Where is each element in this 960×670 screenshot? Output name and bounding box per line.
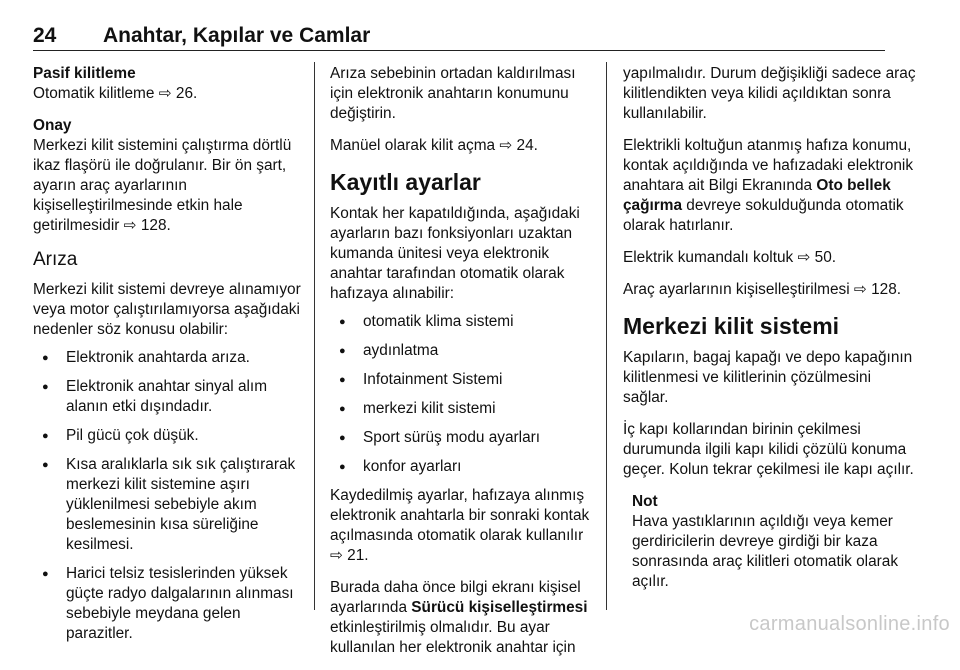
column-divider [606,62,607,610]
not-text: Hava yastıklarının açıldığı veya kemer gerdiricilerin devreye girdiği bir kaza sonrasında araç kilitleri otomatik olarak açılır. [632,513,899,590]
burada-pre: Burada daha önce bilgi ekranı kişisel ayarlarında [330,579,581,616]
ariza-text: Merkezi kilit sistemi devreye alınamıyor veya motor çalıştırılamıyorsa aşağıdaki nedenler söz konusu olabilir: [33,281,301,338]
kayitli-text: Kontak her kapatıldığında, aşağıdaki ayarların bazı fonksiyonları uzaktan kumanda ünitesi veya elektronik anahtar tarafından otomatik olarak hafızaya alınabilir: [330,205,580,302]
list-item: ● Elektronik anahtar sinyal alım alanın etki dışındadır. [33,377,303,417]
list-item: ● Kısa aralıklarla sık sık çalıştırarak merkezi kilit sistemine aşırı yüklenilmesi sebebiyle akım beslemesinin kısa süreliğine kesilmesi. [33,455,303,555]
ariza-list [33,348,303,644]
arac-text: Araç ayarlarının kişiselleştirilmesi ⇨ 128. [623,281,902,298]
page-header [33,22,885,51]
list-item: ● konfor ayarları [330,457,600,477]
koltuk-pre: Elektrikli koltuğun atanmış hafıza konumu, kontak açıldığında ve hafızadaki elektronik anahtara ait Bilgi Ekranında [623,137,914,194]
column-1 [33,64,303,653]
list-item: ● Harici telsiz tesislerinden yüksek güçte radyo dalgalarının alınması sebebiyle meydana gelen parazitler. [33,564,303,644]
koltuk-text [623,136,918,236]
list-item: ● otomatik klima sistemi [330,312,600,332]
burada-post: etkinleştirilmiş olmalıdır. Bu ayar kullanılan her elektronik anahtar için [330,619,576,656]
kayitli-list [330,312,600,477]
list-item: ● merkezi kilit sistemi [330,399,600,419]
cont-text: yapılmalıdır. Durum değişikliği sadece araç kilitlendikten veya kilidi açıldıktan sonra kullanılabilir. [623,65,916,122]
not-heading: Not [632,493,658,510]
list-item: ● Pil gücü çok düşük. [33,426,303,446]
manual-link-text: Manüel olarak kilit açma ⇨ 24. [330,137,538,154]
onay-text: Merkezi kilit sistemini çalıştırma dörtlü ikaz flaşörü ile doğrulanır. Bir ön şart, ayarın araç ayarlarının kişiselleştirilmesinde etkin hale getirilmesidir ⇨ 128. [33,137,292,234]
ic-text: İç kapı kollarından birinin çekilmesi durumunda ilgili kapı kilidi çözülü konuma geçer. Kolun tekrar çekilmesi ile kapı açılır. [623,421,914,478]
oto-bellek-label: Oto bellek çağırma [623,177,891,214]
list-item: ● aydınlatma [330,341,600,361]
list-item: ● Elektronik anahtarda arıza. [33,348,303,368]
pasif-heading: Pasif kilitleme [33,65,136,82]
onay-heading: Onay [33,117,72,134]
ariza-heading: Arıza [33,249,78,270]
pasif-text: Otomatik kilitleme ⇨ 26. [33,85,198,102]
note-box [623,492,918,592]
list-item: ● Infotainment Sistemi [330,370,600,390]
column-2 [330,64,600,670]
watermark: carmanualsonline.info [749,613,950,635]
column-3 [623,64,918,604]
page-number: 24 [33,24,57,47]
merkezi-text: Kapıların, bagaj kapağı ve depo kapağının kilitlenmesi ve kilitlerinin çözülmesini sağlar. [623,349,913,406]
column-divider [314,62,315,610]
page-title: Anahtar, Kapılar ve Camlar [103,24,371,47]
kaydedilmis-text: Kaydedilmiş ayarlar, hafızaya alınmış elektronik anahtarla bir sonraki kontak açılmasında otomatik olarak kullanılır ⇨ 21. [330,487,590,564]
intro-text: Arıza sebebinin ortadan kaldırılması için elektronik anahtarın konumunu değiştirin. [330,65,576,122]
elektrik-text: Elektrik kumandalı koltuk ⇨ 50. [623,249,837,266]
list-item: ● Sport sürüş modu ayarları [330,428,600,448]
kayitli-heading: Kayıtlı ayarlar [330,169,481,195]
burada-text [330,578,600,658]
koltuk-post: devreye sokulduğunda otomatik olarak hatırlanır. [623,197,904,234]
merkezi-heading: Merkezi kilit sistemi [623,313,840,339]
surucu-setting-label: Sürücü kişiselleştirmesi [411,599,588,616]
